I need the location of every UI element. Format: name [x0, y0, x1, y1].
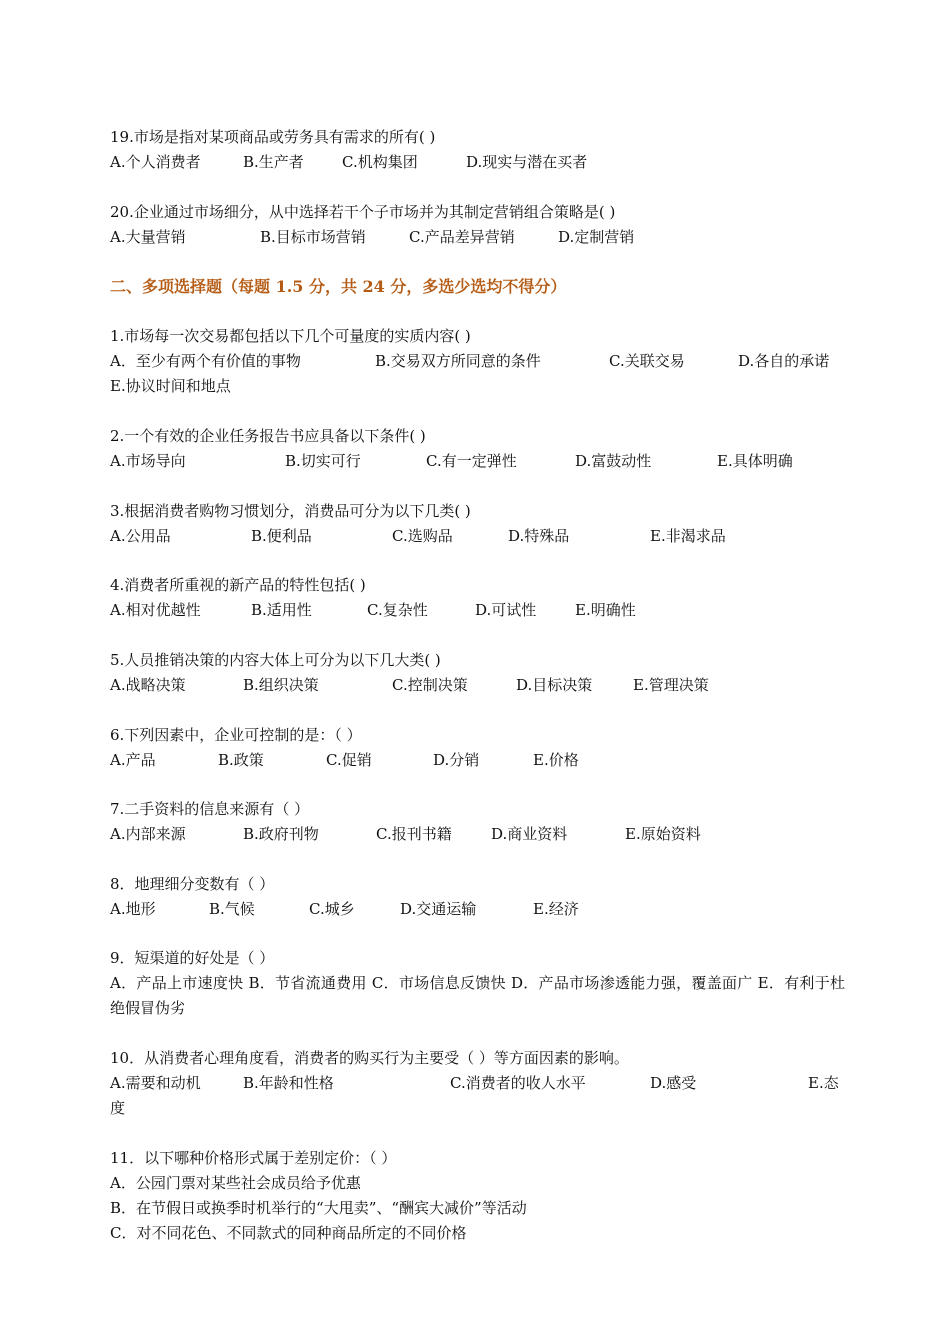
multi-question-9-stem: 9．短渠道的好处是（ ）	[110, 949, 275, 967]
option-c: C.有一定弹性	[426, 452, 517, 470]
question-19-stem: 19.市场是指对某项商品或劳务具有需求的所有( )	[110, 128, 436, 146]
multi-question-6-stem: 6.下列因素中，企业可控制的是：（ ）	[110, 726, 362, 744]
option-a: A.战略决策	[110, 676, 186, 694]
option-c: C.复杂性	[367, 601, 428, 619]
option-b: B.交易双方所同意的条件	[375, 352, 541, 370]
option-a: A.个人消费者	[110, 153, 201, 171]
option-a: A.相对优越性	[110, 601, 201, 619]
multi-question-5-options	[110, 675, 845, 695]
multi-question-9-options: A．产品上市速度快 B．节省流通费用 C．市场信息反馈快 D．产品市场渗透能力强，覆盖面广 E．有利于杜绝假冒伪劣	[110, 974, 845, 1017]
multi-question-2-options	[110, 451, 845, 471]
option-d: D.目标决策	[516, 676, 593, 694]
option-a: A.地形	[110, 900, 156, 918]
option-d: D.富鼓动性	[575, 452, 652, 470]
option-a: A.产品	[110, 751, 156, 769]
option-e: E.明确性	[575, 601, 636, 619]
multi-question-4-options	[110, 600, 845, 620]
option-c: C.机构集团	[342, 153, 418, 171]
multi-question-1-stem: 1.市场每一次交易都包括以下几个可量度的实质内容( )	[110, 327, 471, 345]
option-c: C.促销	[326, 751, 372, 769]
option-c: C．对不同花色、不同款式的同种商品所定的不同价格	[110, 1224, 467, 1242]
option-e-continuation: 度	[110, 1099, 126, 1117]
question-20-stem: 20.企业通过市场细分，从中选择若干个子市场并为其制定营销组合策略是( )	[110, 203, 616, 221]
option-e: E.原始资料	[625, 825, 701, 843]
option-b: B.政府刊物	[243, 825, 319, 843]
option-b: B.便利品	[251, 527, 312, 545]
multi-question-4-stem: 4.消费者所重视的新产品的特性包括( )	[110, 576, 366, 594]
option-e: E.管理决策	[633, 676, 709, 694]
option-b: B.适用性	[251, 601, 312, 619]
multi-question-1-options	[110, 351, 845, 371]
option-d: D.特殊品	[508, 527, 570, 545]
multi-question-2-stem: 2.一个有效的企业任务报告书应具备以下条件( )	[110, 427, 426, 445]
multi-question-3-stem: 3.根据消费者购物习惯划分，消费品可分为以下几类( )	[110, 502, 471, 520]
option-a: A.公用品	[110, 527, 171, 545]
multi-question-3-options	[110, 526, 845, 546]
option-b: B．在节假日或换季时机举行的“大甩卖”、“酬宾大减价”等活动	[110, 1199, 527, 1217]
option-b: B.政策	[218, 751, 264, 769]
option-c: C.选购品	[392, 527, 453, 545]
option-a: A.需要和动机	[110, 1074, 201, 1092]
multi-question-8-options	[110, 899, 845, 919]
section-heading: 二、多项选择题（每题 1.5 分，共 24 分，多选少选均不得分）	[110, 277, 567, 296]
multi-question-11-stem: 11．以下哪种价格形式属于差别定价：（ ）	[110, 1149, 397, 1167]
option-d: D.各自的承诺	[738, 352, 830, 370]
option-a: A．至少有两个有价值的事物	[110, 352, 301, 370]
option-e: E.经济	[533, 900, 579, 918]
question-20-options	[110, 227, 845, 247]
option-c: C.消费者的收人水平	[450, 1074, 586, 1092]
option-d: D.现实与潜在买者	[466, 153, 588, 171]
option-d: D.交通运输	[400, 900, 477, 918]
multi-question-5-stem: 5.人员推销决策的内容大体上可分为以下几大类( )	[110, 651, 441, 669]
option-d: D.商业资料	[491, 825, 568, 843]
question-19-options	[110, 152, 845, 172]
multi-question-10-stem: 10．从消费者心理角度看，消费者的购买行为主要受（ ）等方面因素的影响。	[110, 1049, 629, 1067]
option-b: B.气候	[209, 900, 255, 918]
option-e: E.具体明确	[717, 452, 793, 470]
option-b: B.目标市场营销	[260, 228, 366, 246]
option-c: C.产品差异营销	[409, 228, 515, 246]
option-e: E.价格	[533, 751, 579, 769]
option-e: E.协议时间和地点	[110, 377, 231, 395]
option-c: C.控制决策	[392, 676, 468, 694]
option-a: A．公园门票对某些社会成员给予优惠	[110, 1174, 361, 1192]
option-c: C.关联交易	[609, 352, 685, 370]
option-d: D.可试性	[475, 601, 537, 619]
option-b: B.生产者	[243, 153, 304, 171]
multi-question-7-stem: 7.二手资料的信息来源有（ ）	[110, 800, 310, 818]
option-b: B.年龄和性格	[243, 1074, 334, 1092]
option-d: D.感受	[650, 1074, 697, 1092]
option-d: D.分销	[433, 751, 480, 769]
option-a: A.内部来源	[110, 825, 186, 843]
option-b: B.组织决策	[243, 676, 319, 694]
multi-question-7-options	[110, 824, 845, 844]
multi-question-10-options	[110, 1073, 845, 1093]
option-c: C.城乡	[309, 900, 355, 918]
multi-question-6-options	[110, 750, 845, 770]
option-d: D.定制营销	[558, 228, 635, 246]
multi-question-8-stem: 8．地理细分变数有（ ）	[110, 875, 275, 893]
option-c: C.报刊书籍	[376, 825, 452, 843]
option-a: A.大量营销	[110, 228, 186, 246]
option-b: B.切实可行	[285, 452, 361, 470]
option-e: E.态	[808, 1074, 839, 1092]
option-e: E.非渴求品	[650, 527, 726, 545]
option-a: A.市场导向	[110, 452, 186, 470]
